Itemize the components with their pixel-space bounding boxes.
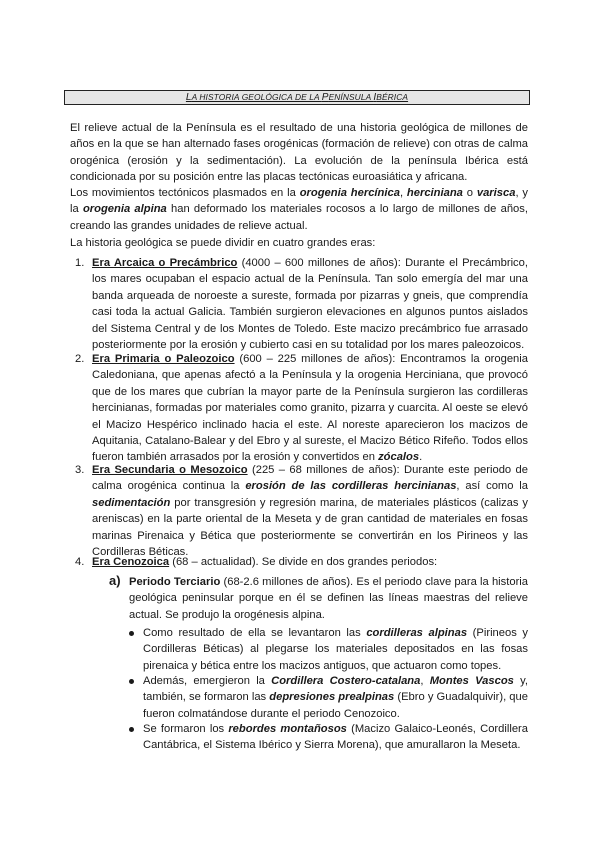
bullet-item: Como resultado de ella se levantaron las cordilleras alpinas (Pirineos y Cordilleras Béticas) al plegarse los materiales depositados en las fosas pirenaica y bética entre los macizos antiguos, que actuaron como topes. <box>143 625 528 674</box>
bullet-dot-icon <box>129 727 134 732</box>
list-item: 4. Era Cenozoica (68 – actualidad). Se divide en dos grandes periodos: <box>75 556 438 568</box>
list-item: 3. Era Secundaria o Mesozoico (225 – 68 millones de años): Durante este periodo de calma orogénica continua la erosión de las cordilleras hercinianas, así como la sedimentación por transgresión y regresión marina, de materiales plásticos (calizas y areniscas) en la parte oriental de la Meseta y de gran cantidad de materiales en fosas marinas Pirenaica y Bética que posteriormente se convertirán en los Pirineos y las Cordilleras Béticas. <box>75 464 529 559</box>
bullet-dot-icon <box>129 679 134 684</box>
intro-paragraph: El relieve actual de la Península es el resultado de una historia geológica de millones de años en la que se han alternado fases orogénicas (formación de relieve) con otras de calma orogénica (erosión y la sedimentación). La evolución de la península Ibérica está condicionada por su posición entre las placas tectónicas euroasiática y africana. <box>70 122 528 184</box>
list-item: 2. Era Primaria o Paleozoico (600 – 225 millones de años): Encontramos la orogenia Caledoniana, que apenas afectó a la Península y la orogenia Herciniana, que provocó que de los mares que cubrían la mayor parte de la Península surgieron las cordilleras hercinianas, formadas por materiales como granito, pizarra y cuarcita. Al oeste se elevó el Macizo Hespérico inclinado hacia el este. Al noreste aparecieron los macizos de Aquitania, Catalano-Balear y del Ebro y al sureste, el Macizo Bético Rifeño. Todos ellos fueron también arrasados por la erosión y convertidos en zócalos. <box>75 353 528 464</box>
tectonic-paragraph: Los movimientos tectónicos plasmados en la orogenia hercínica, herciniana o varisca, y la orogenia alpina han deformado los materiales rocosos a lo largo de millones de años, creando las grandes unidades de relieve actual. <box>70 187 529 232</box>
list-item: 1. Era Arcaica o Precámbrico (4000 – 600 millones de años): Durante el Precámbrico, los mares ocupaban el espacio actual de la Península. Tan solo emergía del mar una banda arqueada de noroeste a sureste, formada por pizarras y gneis, que comprendía casi toda la actual Galicia. También surgieron elevaciones en algunos puntos aislados del Sistema Central y de los Montes de Toledo. Este macizo precámbrico fue arrasado posteriormente por la erosión y cubierto casi en su totalidad por los mares paleozoicos. <box>75 257 528 352</box>
bullet-item: Además, emergieron la Cordillera Costero-catalana, Montes Vascos y, también, se formaron las depresiones prealpinas (Ebro y Guadalquivir), que fueron colmatándose durante el periodo Cenozoico. <box>143 673 528 722</box>
terciario-subsection: a) Periodo Terciario (68-2.6 millones de años). Es el periodo clave para la historia geológica peninsular porque en él se definen las líneas maestras del relieve actual. Se produjo la orogénesis alpina. <box>109 573 529 621</box>
eras-intro: La historia geológica se puede dividir en cuatro grandes eras: <box>70 237 376 249</box>
bullet-item: Se formaron los rebordes montañosos (Macizo Galaico-Leonés, Cordillera Cantábrica, el Sistema Ibérico y Sierra Morena), que amurallaron la Meseta. <box>143 721 528 754</box>
bullet-dot-icon <box>129 631 134 636</box>
page-title: LA HISTORIA GEOLÓGICA DE LA PENÍNSULA IBÉRICA <box>64 90 530 105</box>
